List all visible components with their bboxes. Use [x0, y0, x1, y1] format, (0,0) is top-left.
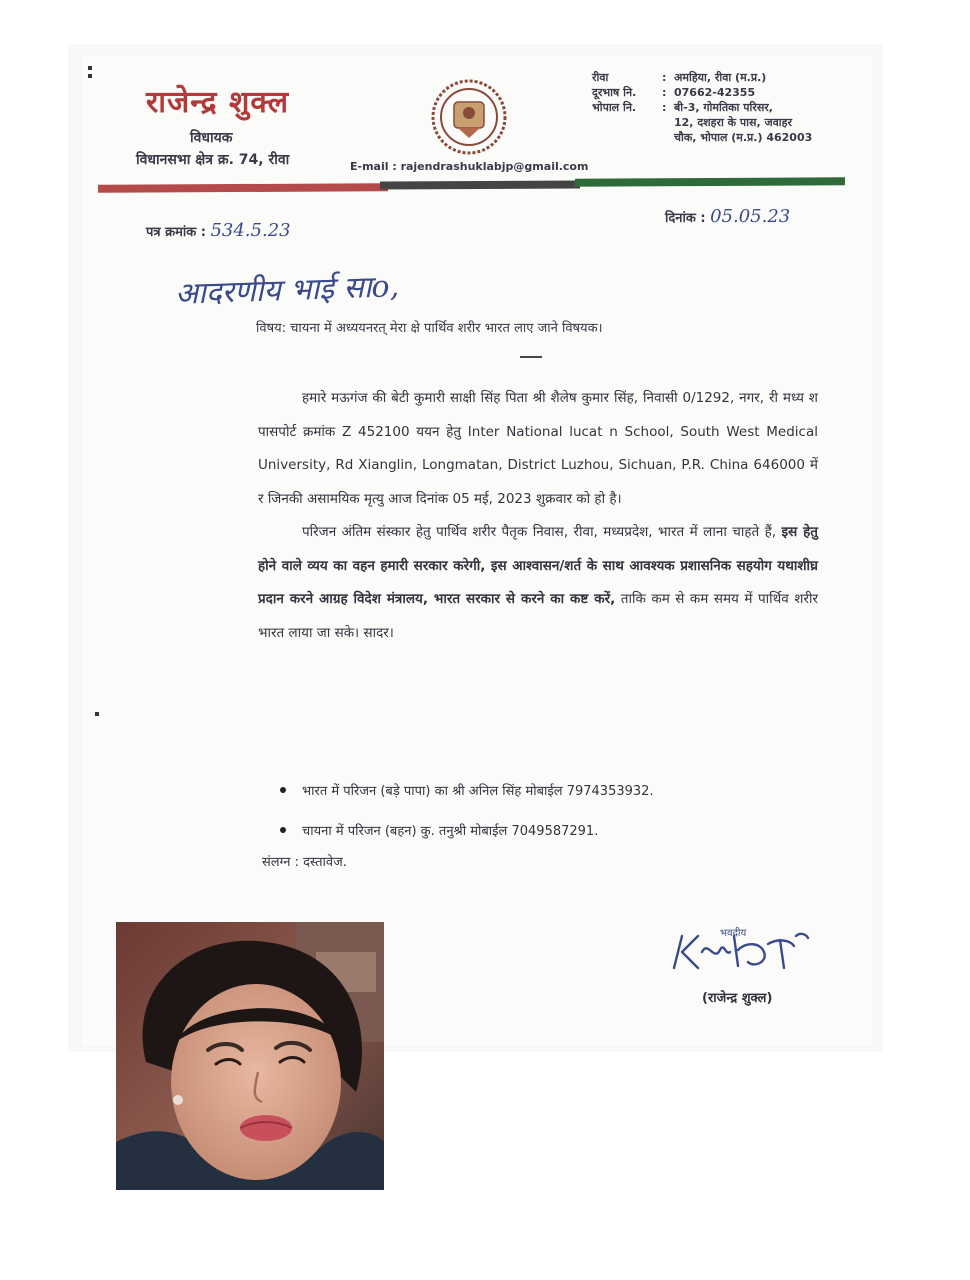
body-paragraph-2 [258, 516, 818, 650]
letter-date [665, 206, 790, 227]
subject-divider [520, 356, 542, 358]
body-text: परिजन अंतिम संस्कार हेतु पार्थिव शरीर पैतृक निवास, रीवा, मध्यप्रदेश, भारत में लाना चाहते हैं, [302, 524, 777, 540]
letterhead-name: राजेन्द्र शुक्ल [146, 85, 290, 120]
date-value: 05.05.23 [710, 206, 791, 227]
letterhead-divider-green [575, 177, 845, 186]
list-item [280, 810, 654, 850]
contact-text: चायना में परिजन (बहन) कु. तनुश्री मोबाईल 7049587291. [302, 824, 599, 839]
handwritten-signature [668, 922, 818, 982]
signer-name: (राजेन्द्र शुक्ल) [702, 991, 773, 1006]
body-text-bold: इस हेतु होने वाले व्यय का वहन हमारी सरकार करेगी, इस आश्वासन/शर्त के साथ आवश्यक प्रशासनिक सहयोग यथाशीघ्र प्रदान करने आग्रह विदेश मंत्रालय, भारत सरकार से करने का कष्ट करें, [258, 524, 818, 607]
body-paragraph-1: हमारे मऊगंज की बेटी कुमारी साक्षी सिंह पिता श्री शैलेष कुमार सिंह, निवासी 0/1292, नगर, री मध्य श पासपोर्ट क्रमांक Z 452100 ययन हेतु Inter National lucat n School, South West Medical University, Rd Xianglin, Longmatan, District Luzhou, Sichuan, P.R. China 646000 में र जिनकी असामयिक मृत्यु आज दिनांक 05 मई, 2023 शुक्रवार को हो है। [258, 390, 818, 507]
address-value: 12, दशहरा के पास, जवाहर [674, 116, 792, 129]
handwritten-salutation: आदरणीय भाई साo, [174, 269, 400, 312]
reference-number [146, 220, 291, 241]
address-key: दूरभाष नि. [592, 86, 637, 99]
address-key: भोपाल नि. [592, 101, 637, 114]
reference-value: 534.5.23 [210, 220, 291, 241]
address-row [592, 130, 854, 145]
address-key: रीवा [592, 71, 609, 84]
address-row: दूरभाष नि. : 07662-42355 [592, 85, 854, 100]
bullet-icon [280, 787, 286, 793]
address-value: बी-3, गोमतिका परिसर, [674, 101, 773, 114]
closing-label: भवदीय [720, 928, 747, 939]
list-item [280, 770, 654, 810]
body-text: ताकि कम से कम समय में पार्थिव शरीर भारत लाया जा सके। सादर। [258, 591, 818, 641]
address-row [592, 115, 854, 130]
address-value: अमहिया, रीवा (म.प्र.) [674, 71, 767, 84]
address-value: 07662-42355 [674, 86, 756, 99]
letterhead-divider-red [98, 183, 388, 193]
letterhead-designation: विधायक [190, 130, 233, 146]
letterhead-divider-dark [380, 180, 580, 189]
address-row: रीवा : अमहिया, रीवा (म.प्र.) [592, 70, 854, 85]
contact-list [280, 770, 654, 850]
address-key [592, 130, 662, 145]
address-value: चौक, भोपाल (म.प्र.) 462003 [674, 131, 813, 144]
reference-label: पत्र क्रमांक : [146, 225, 206, 240]
bullet-icon [280, 827, 286, 833]
address-row: भोपाल नि. : बी-3, गोमतिका परिसर, [592, 100, 854, 115]
letterhead-email: E-mail : rajendrashuklabjp@gmail.com [350, 160, 589, 173]
portrait-photo [116, 922, 384, 1190]
scan-mark [95, 712, 99, 716]
letterhead-address [592, 70, 854, 145]
date-label: दिनांक : [665, 211, 706, 226]
contact-text: भारत में परिजन (बड़े पापा) का श्री अनिल सिंह मोबाईल 7974353932. [302, 784, 654, 799]
letter-subject: विषय: चायना में अध्ययनरत् मेरा क्षे पार्थिव शरीर भारत लाए जाने विषयक। [256, 321, 603, 336]
letter-body [258, 382, 818, 650]
emblem-seal-icon [430, 78, 508, 156]
letterhead-constituency: विधानसभा क्षेत्र क्र. 74, रीवा [136, 152, 290, 168]
scan-mark [88, 74, 92, 78]
address-key [592, 115, 662, 130]
scan-mark [88, 66, 92, 70]
enclosure-note: संलग्न : दस्तावेज. [262, 855, 347, 870]
